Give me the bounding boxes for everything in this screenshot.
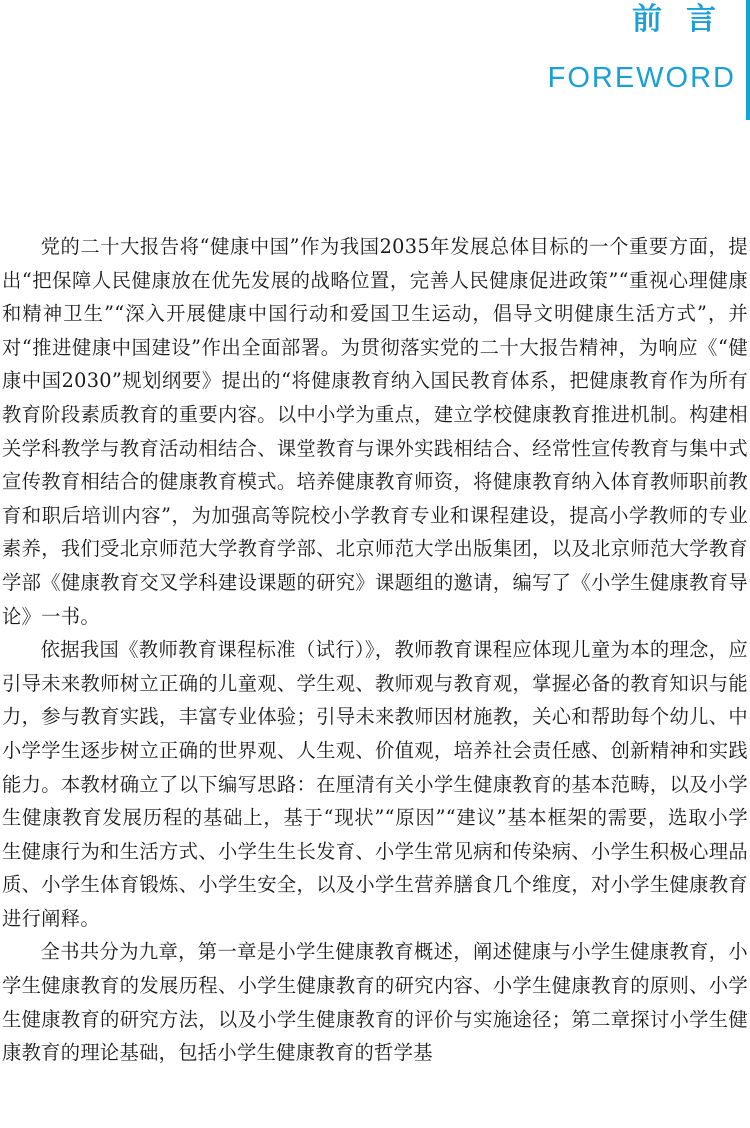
accent-side-bar [746, 0, 750, 120]
body-text [0, 230, 750, 1070]
paragraph-3: 全书共分为九章，第一章是小学生健康教育概述，阐述健康与小学生健康教育，小学生健康教育的发展历程、小学生健康教育的研究内容、小学生健康教育的原则、小学生健康教育的研究方法，以及小学生健康教育的评价与实施途径；第二章探讨小学生健康教育的理论基础，包括小学生健康教育的哲学基 [2, 940, 748, 1065]
paragraph-2: 依据我国《教师教育课程标准（试行）》，教师教育课程应体现儿童为本的理念，应引导未来教师树立正确的儿童观、学生观、教师观与教育观，掌握必备的教育知识与能力，参与教育实践，丰富专业体验；引导未来教师因材施教，关心和帮助每个幼儿、中小学学生逐步树立正确的世界观、人生观、价值观，培养社会责任感、创新精神和实践能力。本教材确立了以下编写思路：在厘清有关小学生健康教育的基本范畴，以及小学生健康教育发展历程的基础上，基于“现状”“原因”“建议”基本框架的需要，选取小学生健康行为和生活方式、小学生生长发育、小学生常见病和传染病、小学生积极心理品质、小学生体育锻炼、小学生安全，以及小学生营养膳食几个维度，对小学生健康教育进行阐释。 [2, 638, 748, 930]
page-subtitle: FOREWORD [547, 62, 736, 94]
paragraph-1: 党的二十大报告将“健康中国”作为我国2035年发展总体目标的一个重要方面，提出“把保障人民健康放在优先发展的战略位置，完善人民健康促进政策”“重视心理健康和精神卫生”“深入开展健康中国行动和爱国卫生运动，倡导文明健康生活方式”，并对“推进健康中国建设”作出全面部署。为贯彻落实党的二十大报告精神，为响应《“健康中国2030”规划纲要》提出的“将健康教育纳入国民教育体系，把健康教育作为所有教育阶段素质教育的重要内容。以中小学为重点，建立学校健康教育推进机制。构建相关学科教学与教育活动相结合、课堂教育与课外实践相结合、经常性宣传教育与集中式宣传教育相结合的健康教育模式。培养健康教育师资，将健康教育纳入体育教师职前教育和职后培训内容”，为加强高等院校小学教育专业和课程建设，提高小学教师的专业素养，我们受北京师范大学教育学部、北京师范大学出版集团，以及北京师范大学教育学部《健康教育交叉学科建设课题的研究》课题组的邀请，编写了《小学生健康教育导论》一书。 [2, 235, 748, 628]
page-title: 前言 [632, 2, 740, 37]
